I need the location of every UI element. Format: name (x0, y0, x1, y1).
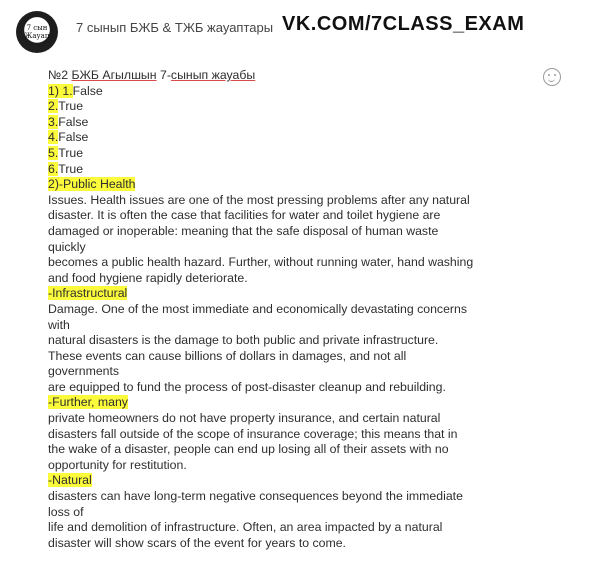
paragraph-line: Damage. One of the most immediate and economically devastating concerns (48, 301, 467, 316)
channel-avatar[interactable] (16, 11, 58, 53)
paragraph-line: disaster. It is often the case that facilities for water and toilet hygiene are (48, 208, 441, 223)
answer-marker: 3. (48, 114, 59, 129)
answer-marker: 5. (48, 145, 59, 160)
paragraph-line: These events can cause billions of dollars in damages, and not all (48, 348, 407, 363)
section-heading (48, 177, 553, 193)
paragraph-line: damaged or inoperable: meaning that the safe disposal of human waste (48, 223, 439, 238)
paragraph-line: loss of (48, 504, 84, 519)
section-heading (48, 286, 553, 302)
answer-value: True (58, 161, 84, 176)
paragraph-line: the wake of a disaster, people can end up losing all of their assets with no (48, 442, 449, 457)
section-heading (48, 395, 553, 411)
heading-further: -Further, many (48, 395, 128, 410)
paragraph-line: natural disasters is the damage to both public and private infrastructure. (48, 333, 439, 348)
paragraph-line: disasters fall outside of the scope of insurance coverage; this means that in (48, 426, 458, 441)
answer-marker: 1) 1. (48, 83, 73, 98)
answer-line (48, 130, 553, 146)
answer-line (48, 115, 553, 131)
paragraph-line: and food hygiene rapidly deteriorate. (48, 270, 248, 285)
paragraph-line: life and demolition of infrastructure. Often, an area impacted by a natural (48, 520, 443, 535)
avatar-text: 7 сын Жауап (24, 24, 50, 40)
answer-marker: 6. (48, 161, 59, 176)
answer-marker: 4. (48, 130, 59, 145)
paragraph-line: governments (48, 364, 120, 379)
channel-title[interactable]: 7 сынып БЖБ & ТЖБ жауаптары (76, 20, 274, 35)
title-underlined-1: БЖБ Агылшын (71, 68, 157, 82)
title-prefix: №2 (48, 68, 72, 82)
answer-value: False (72, 83, 103, 98)
paragraph-line: quickly (48, 239, 86, 254)
answer-marker: 2. (48, 99, 59, 114)
answer-value: False (58, 130, 89, 145)
answer-line (48, 84, 553, 100)
answer-value: True (58, 145, 84, 160)
answer-line (48, 99, 553, 115)
answer-value: False (58, 114, 89, 129)
paragraph-line: are equipped to fund the process of post-disaster cleanup and rebuilding. (48, 379, 446, 394)
post-header (0, 0, 595, 62)
title-mid: 7- (156, 68, 171, 82)
heading-natural: -Natural (48, 473, 92, 488)
document-title (48, 68, 553, 84)
paragraph-line: with (48, 317, 70, 332)
paragraph-line: disaster will show scars of the event for years to come. (48, 535, 346, 550)
answer-line (48, 146, 553, 162)
paragraph-line: Issues. Health issues are one of the most pressing problems after any natural (48, 192, 470, 207)
paragraph-line: private homeowners do not have property insurance, and certain natural (48, 411, 441, 426)
answer-document (48, 68, 553, 558)
vk-link-watermark: VK.COM/7CLASS_EXAM (282, 13, 525, 35)
paragraph-line: disasters can have long-term negative consequences beyond the immediate (48, 489, 463, 504)
title-underlined-2: сынып жауабы (170, 68, 256, 82)
answer-value: True (58, 99, 84, 114)
answer-line (48, 162, 553, 178)
section-2-heading: 2)-Public Health (48, 177, 136, 192)
paragraph-line: becomes a public health hazard. Further, without running water, hand washing (48, 255, 474, 270)
heading-infrastructural: -Infrastructural (48, 286, 128, 301)
paragraph-line: opportunity for restitution. (48, 457, 187, 472)
section-heading (48, 473, 553, 489)
